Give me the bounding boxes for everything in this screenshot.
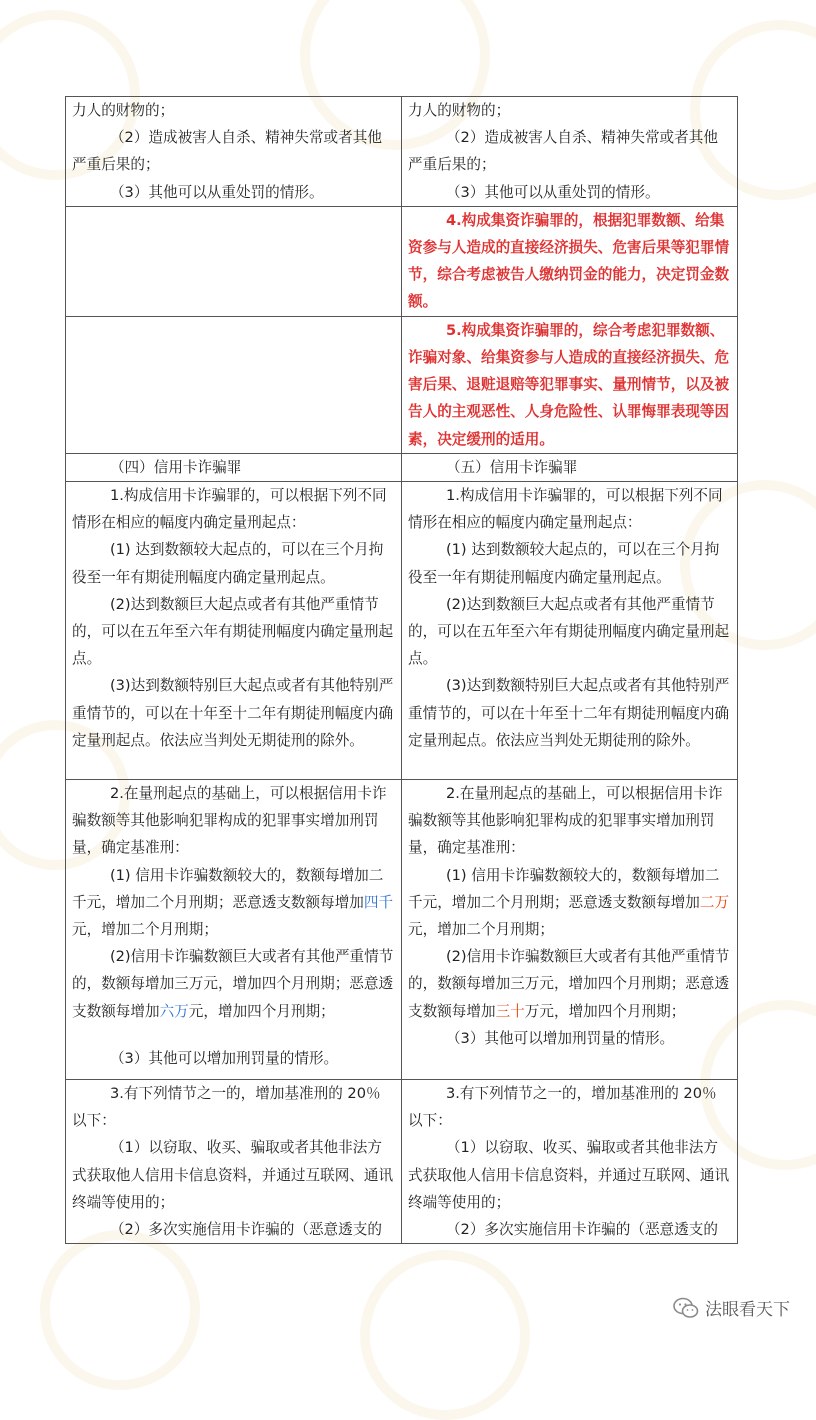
text-segment: (2)信用卡诈骗数额巨大或者有其他严重情节的，数额每增加三万元，增加四个月刑期；恶意透支数额每增加 <box>408 948 730 1020</box>
paragraph: （3）其他可以增加刑罚量的情形。 <box>109 1049 339 1067</box>
text-segment: (2)信用卡诈骗数额巨大或者有其他严重情节的，数额每增加三万元，增加四个月刑期；恶意透支数额每增加 <box>72 948 394 1020</box>
text-segment: 元，增加二个月刑期； <box>408 921 554 939</box>
left-cell <box>66 780 402 1080</box>
paragraph: （2）多次实施信用卡诈骗的（恶意透支的 <box>109 1221 382 1239</box>
account-signature <box>673 1295 790 1320</box>
changed-amount: 四千 <box>363 893 394 911</box>
paragraph: (2)达到数额巨大起点或者有其他严重情节的，可以在五年至六年有期徒刑幅度内确定量刑起点。 <box>408 595 730 668</box>
paragraph <box>72 943 395 1025</box>
left-cell-empty <box>66 316 402 453</box>
paragraph: 3.有下列情节之一的，增加基准刑的 20％以下： <box>408 1085 717 1130</box>
table-row <box>66 316 738 453</box>
right-cell <box>402 206 738 316</box>
table-row <box>66 206 738 316</box>
right-cell <box>402 97 738 207</box>
text-segment: (1) 信用卡诈骗数额较大的，数额每增加二千元，增加二个月刑期；恶意透支数额每增加 <box>72 866 384 911</box>
paragraph <box>72 862 395 944</box>
paragraph: (1) 达到数额较大起点的，可以在三个月拘役至一年有期徒刑幅度内确定量刑起点。 <box>408 541 720 586</box>
section-heading: （五）信用卡诈骗罪 <box>445 458 578 476</box>
table-row <box>66 482 738 780</box>
left-cell <box>66 453 402 481</box>
paragraph: (3)达到数额特别巨大起点或者有其他特别严重情节的，可以在十年至十二年有期徒刑幅度内确定量刑起点。依法应当判处无期徒刑的除外。 <box>72 677 394 749</box>
wechat-icon <box>673 1297 699 1319</box>
paragraph: （2）造成被害人自杀、精神失常或者其他严重后果的； <box>72 129 382 174</box>
left-cell <box>66 482 402 780</box>
text-segment: 万元，增加四个月刑期； <box>524 1002 686 1020</box>
table-row <box>66 780 738 1080</box>
right-cell <box>402 453 738 481</box>
changed-amount: 六万 <box>159 1002 189 1020</box>
paragraph: (1) 达到数额较大起点的，可以在三个月拘役至一年有期徒刑幅度内确定量刑起点。 <box>72 541 384 586</box>
changed-amount: 二万 <box>699 893 730 911</box>
table-row <box>66 453 738 481</box>
watermark-seal <box>40 1230 200 1390</box>
text-segment: 元，增加四个月刑期； <box>188 1002 335 1020</box>
added-clause-5: 5.构成集资诈骗罪的，综合考虑犯罪数额、诈骗对象、给集资参与人造成的直接经济损失、危害后果、退赃退赔等犯罪事实、量刑情节，以及被告人的主观恶性、人身危险性、认罪悔罪表现等因素，决定缓刑的适用。 <box>408 321 730 448</box>
paragraph: （2）造成被害人自杀、精神失常或者其他严重后果的； <box>408 129 718 174</box>
text-segment: 元，增加二个月刑期； <box>72 921 218 939</box>
left-cell <box>66 97 402 207</box>
comparison-table <box>65 96 738 1244</box>
right-cell <box>402 1080 738 1244</box>
right-cell <box>402 482 738 780</box>
paragraph: 力人的财物的； <box>408 102 511 119</box>
changed-amount: 三十 <box>495 1002 525 1020</box>
paragraph <box>408 943 731 1025</box>
paragraph: （1）以窃取、收买、骗取或者其他非法方式获取他人信用卡信息资料，并通过互联网、通讯终端等使用的； <box>72 1139 394 1211</box>
paragraph: （3）其他可以从重处罚的情形。 <box>445 183 660 201</box>
added-clause-4: 4.构成集资诈骗罪的，根据犯罪数额、给集资参与人造成的直接经济损失、危害后果等犯罪情节，综合考虑被告人缴纳罚金的能力，决定罚金数额。 <box>408 211 730 311</box>
paragraph: （3）其他可以从重处罚的情形。 <box>109 183 324 201</box>
right-cell <box>402 316 738 453</box>
table-row <box>66 1080 738 1244</box>
paragraph: (2)达到数额巨大起点或者有其他严重情节的，可以在五年至六年有期徒刑幅度内确定量刑起点。 <box>72 595 394 668</box>
paragraph: 1.构成信用卡诈骗罪的，可以根据下列不同情形在相应的幅度内确定量刑起点： <box>408 487 723 532</box>
left-cell-empty <box>66 206 402 316</box>
left-cell <box>66 1080 402 1244</box>
watermark-seal <box>360 1250 530 1420</box>
section-heading: （四）信用卡诈骗罪 <box>109 458 242 476</box>
paragraph: 1.构成信用卡诈骗罪的，可以根据下列不同情形在相应的幅度内确定量刑起点： <box>72 487 387 532</box>
paragraph: 2.在量刑起点的基础上，可以根据信用卡诈骗数额等其他影响犯罪构成的犯罪事实增加刑罚量，确定基准刑： <box>72 785 387 857</box>
right-cell <box>402 780 738 1080</box>
paragraph: （3）其他可以增加刑罚量的情形。 <box>445 1029 675 1047</box>
paragraph <box>408 862 731 944</box>
paragraph: 力人的财物的； <box>72 102 175 119</box>
account-name: 法眼看天下 <box>705 1300 790 1320</box>
paragraph: 3.有下列情节之一的，增加基准刑的 20％以下： <box>72 1085 381 1130</box>
table-row <box>66 97 738 207</box>
paragraph: (3)达到数额特别巨大起点或者有其他特别严重情节的，可以在十年至十二年有期徒刑幅度内确定量刑起点。依法应当判处无期徒刑的除外。 <box>408 677 730 749</box>
text-segment: (1) 信用卡诈骗数额较大的，数额每增加二千元，增加二个月刑期；恶意透支数额每增加 <box>408 866 720 911</box>
paragraph: （1）以窃取、收买、骗取或者其他非法方式获取他人信用卡信息资料，并通过互联网、通讯终端等使用的； <box>408 1139 730 1211</box>
paragraph: （2）多次实施信用卡诈骗的（恶意透支的 <box>445 1221 718 1239</box>
paragraph: 2.在量刑起点的基础上，可以根据信用卡诈骗数额等其他影响犯罪构成的犯罪事实增加刑罚量，确定基准刑： <box>408 785 723 857</box>
